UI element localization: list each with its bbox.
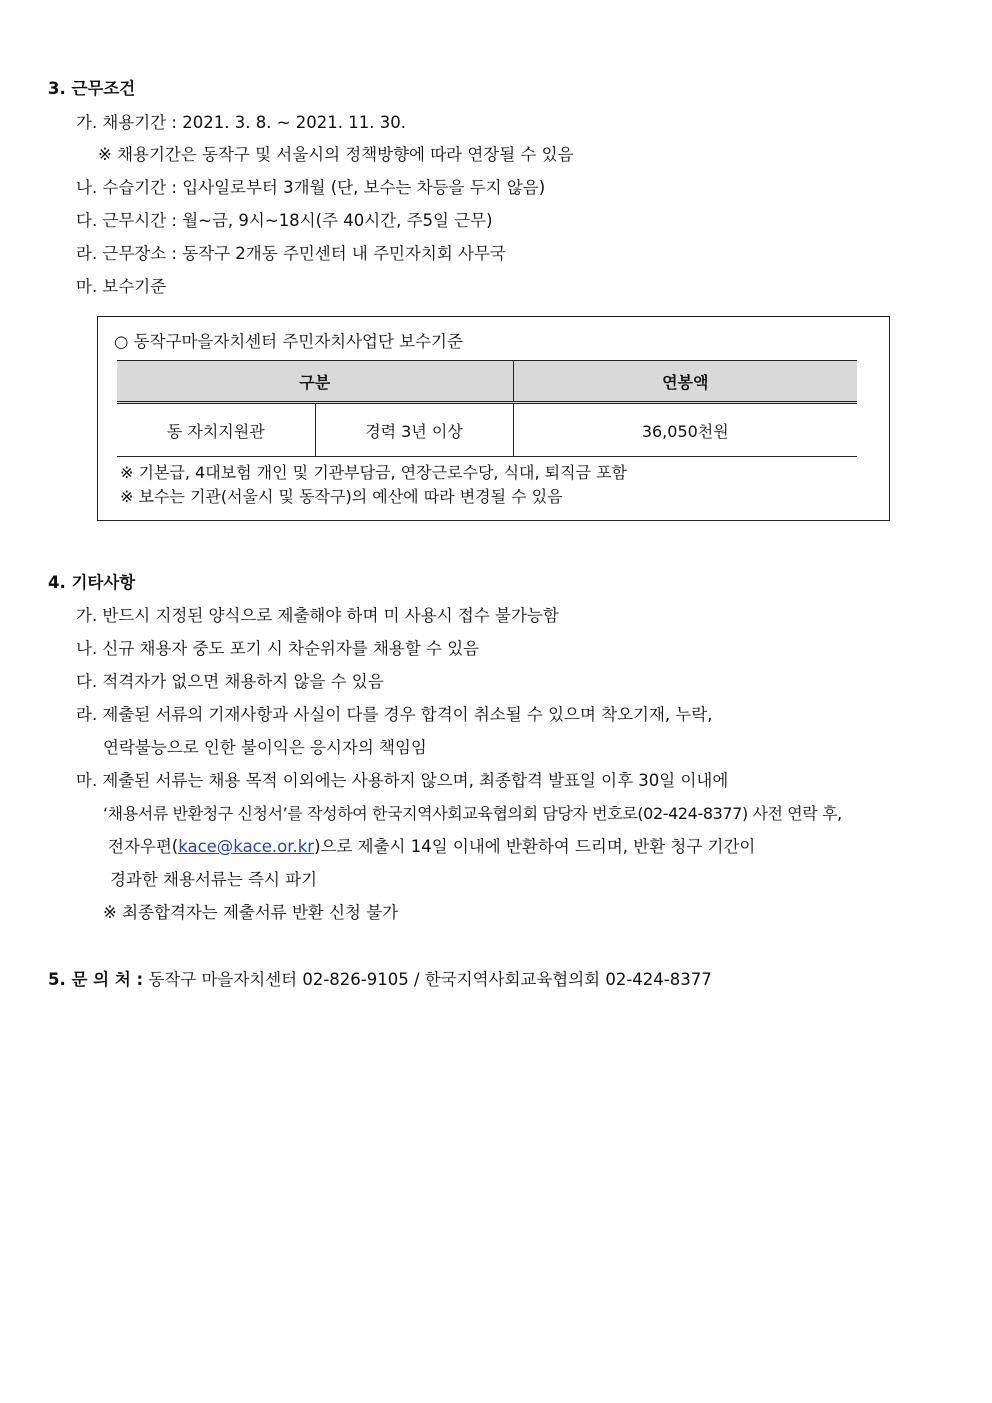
header-category: 구분 [117,361,513,403]
other-item-e-line1: 마. 제출된 서류는 채용 목적 이외에는 사용하지 않으며, 최종합격 발표일 이후 30일 이내에 [76,771,729,790]
pay-table-header-row [117,361,857,403]
employment-period: 가. 채용기간 : 2021. 3. 8. ~ 2021. 11. 30. [76,113,406,132]
contact-numbers: 동작구 마을자치센터 02-826-9105 / 한국지역사회교육협의회 02-424-8377 [148,970,712,989]
table-row [117,403,857,457]
email-prefix: 전자우편( [108,837,179,856]
other-item-d-line1: 라. 제출된 서류의 기재사항과 사실이 다를 경우 합격이 취소될 수 있으며 착오기재, 누락, [76,705,713,724]
section-4-heading: 4. 기타사항 [48,573,136,592]
pay-standard-label: 마. 보수기준 [76,277,167,296]
pay-note-included: ※ 기본급, 4대보험 개인 및 기관부담금, 연장근로수당, 식대, 퇴직금 포함 [120,463,628,482]
pay-standard-box [97,316,890,521]
email-link[interactable]: kace@kace.or.kr [178,837,315,856]
pay-box-title: ○ 동작구마을자치센터 주민자치사업단 보수기준 [114,332,463,351]
working-hours: 다. 근무시간 : 월~금, 9시~18시(주 40시간, 주5일 근무) [76,211,493,230]
contact-label: 5. 문 의 처 : [48,970,144,989]
other-item-c: 다. 적격자가 없으면 채용하지 않을 수 있음 [76,672,384,691]
cell-role: 동 자치지원관 [117,403,315,457]
other-item-e-note: ※ 최종합격자는 제출서류 반환 신청 불가 [103,903,399,922]
employment-period-note: ※ 채용기간은 동작구 및 서울시의 정책방향에 따라 연장될 수 있음 [98,145,574,164]
probation-period: 나. 수습기간 : 입사일로부터 3개월 (단, 보수는 차등을 두지 않음) [76,178,546,197]
pay-note-budget: ※ 보수는 기관(서울시 및 동작구)의 예산에 따라 변경될 수 있음 [120,487,563,506]
other-item-e-line3 [108,836,755,858]
header-salary: 연봉액 [513,361,857,403]
other-item-a: 가. 반드시 지정된 양식으로 제출해야 하며 미 사용시 접수 불가능함 [76,606,559,625]
other-item-b: 나. 신규 채용자 중도 포기 시 차순위자를 채용할 수 있음 [76,639,480,658]
pay-table [117,360,857,457]
work-place: 라. 근무장소 : 동작구 2개동 주민센터 내 주민자치회 사무국 [76,244,506,263]
email-suffix: )으로 제출시 14일 이내에 반환하여 드리며, 반환 청구 기간이 [314,837,756,856]
cell-salary: 36,050천원 [513,403,857,457]
section-5-contact [48,969,712,991]
other-item-e-line4: 경과한 채용서류는 즉시 파기 [110,870,318,889]
section-3-heading: 3. 근무조건 [48,79,136,98]
other-item-d-line2: 연락불능으로 인한 불이익은 응시자의 책임임 [103,738,427,757]
other-item-e-line2: ‘채용서류 반환청구 신청서’를 작성하여 한국지역사회교육협의회 담당자 번호로(02-424-8377) 사전 연락 후, [103,804,842,823]
cell-requirement: 경력 3년 이상 [315,403,513,457]
